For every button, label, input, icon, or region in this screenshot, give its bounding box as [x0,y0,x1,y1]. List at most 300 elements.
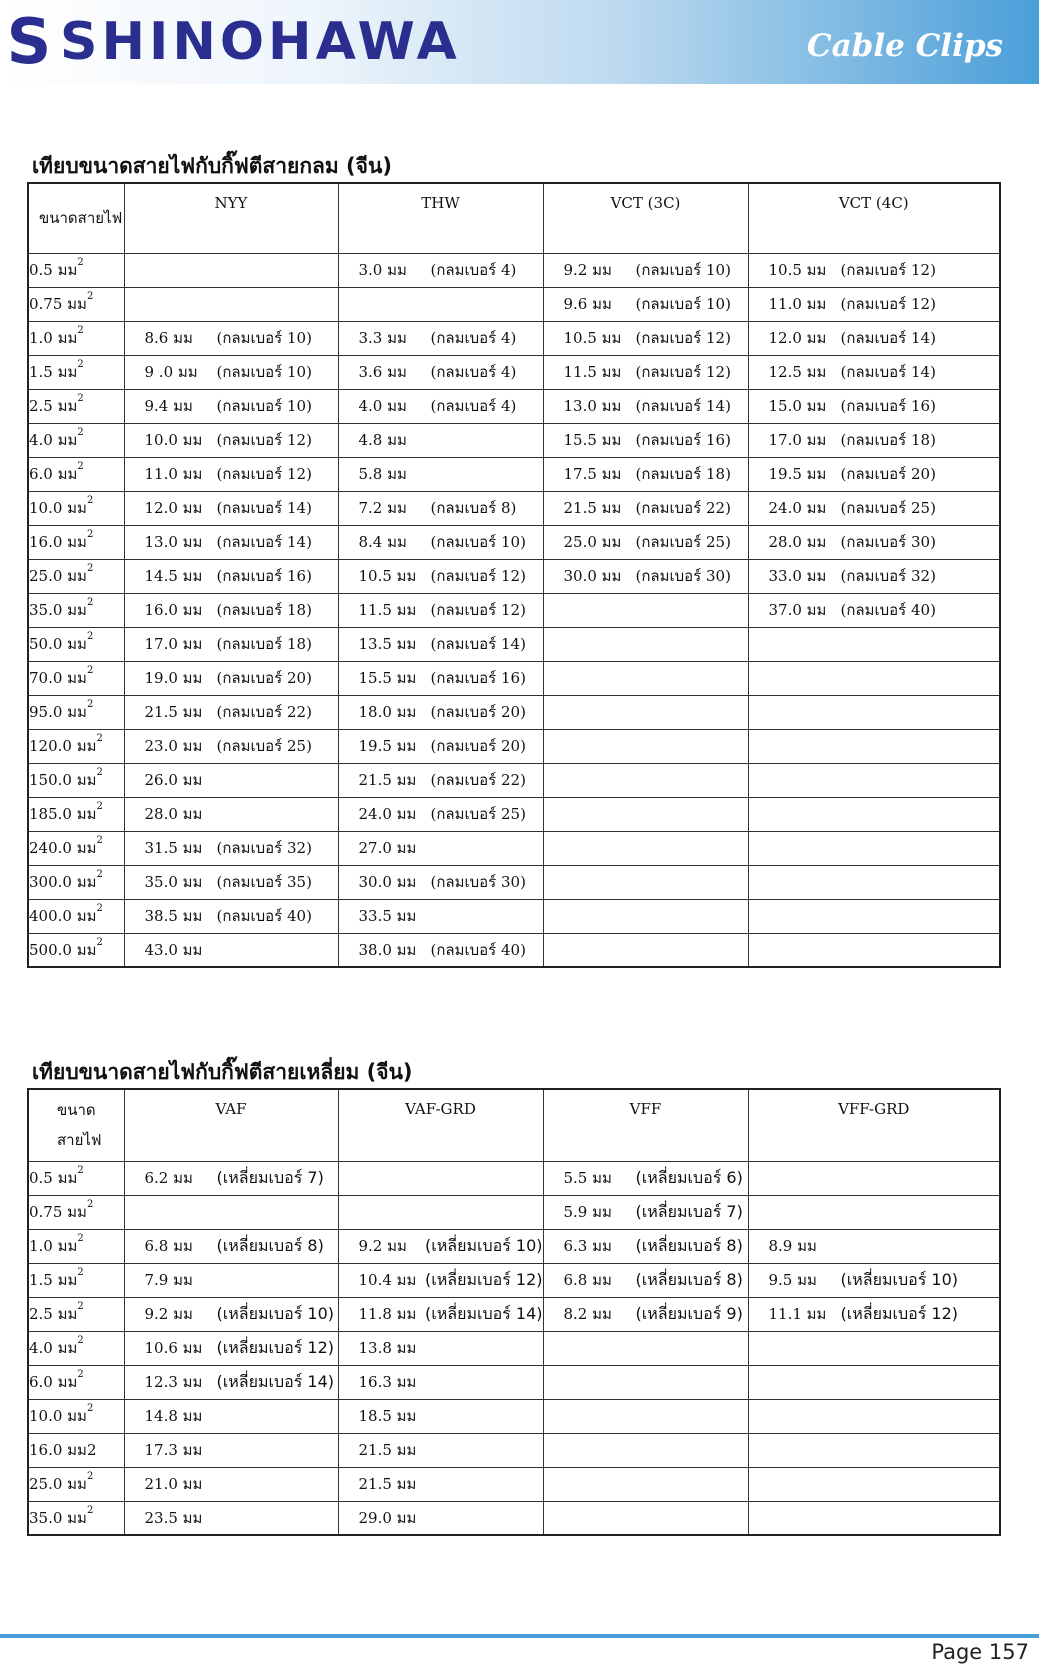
clip-cell [124,423,338,457]
clip-number: (เหลี่ยมเบอร์ 12) [425,1269,543,1289]
unit-superscript: 2 [96,733,103,744]
clip-cell [543,933,748,967]
clip-cell [338,491,543,525]
table-row [28,1467,1000,1501]
diameter-value: 15.5 มม [563,431,622,449]
clip-number [431,428,543,452]
unit-superscript: 2 [77,461,84,472]
diameter-value: 9.4 มม [144,397,193,415]
cable-size-cell [28,933,124,967]
clip-number: (กลมเบอร์ 12) [430,601,526,619]
diameter-value: 38.0 มม [358,940,417,959]
diameter-value: 19.0 มม [144,669,203,687]
table-row [28,355,1000,389]
diameter-value: 7.2 มม [358,499,407,517]
table-row [28,831,1000,865]
unit-superscript: 2 [86,665,94,676]
cable-size-cell [28,797,124,831]
cable-size-label: 0.5 มม [29,261,78,279]
clip-cell [124,1399,338,1433]
diameter-value: 21.5 มม [563,499,622,517]
clip-number: (กลมเบอร์ 10) [216,397,312,415]
clip-cell [748,899,1000,933]
diameter-value: 9.5 มม [768,1270,817,1289]
diameter-value: 25.0 มม [563,533,622,551]
clip-cell [338,695,543,729]
table-row [28,559,1000,593]
cable-size-cell [28,559,124,593]
clip-cell [543,559,748,593]
diameter-value: 11.0 มม [144,465,203,483]
clip-number: (เหลี่ยมเบอร์ 12) [840,1303,958,1323]
diameter-value: 13.0 มม [563,397,622,415]
diameter-value: 5.8 มม [358,465,407,483]
table-row [28,1161,1000,1195]
clip-cell [543,1195,748,1229]
clip-cell [748,593,1000,627]
clip-cell [124,1331,338,1365]
clip-cell [748,797,1000,831]
clip-number: (กลมเบอร์ 16) [430,669,526,687]
clip-number: (กลมเบอร์ 4) [430,397,517,415]
diameter-value: 21.5 มม [358,1441,417,1459]
diameter-value: 14.8 มม [144,1407,203,1425]
clip-cell [338,899,543,933]
cable-size-label: 400.0 มม [29,907,97,925]
diameter-value: 30.0 มม [563,567,622,585]
clip-number: (กลมเบอร์ 18) [216,635,312,653]
brand-logo-text: SHINOHAWA [60,12,461,72]
unit-superscript: 2 [86,563,94,574]
round-clip-table [27,182,1001,968]
clip-cell [124,797,338,831]
table-row [28,797,1000,831]
page-number: Page 157 [931,1640,1029,1664]
clip-cell [338,1263,543,1297]
unit-superscript: 2 [77,1335,84,1346]
diameter-value: 17.0 มม [144,635,203,653]
clip-number [431,1438,543,1462]
cable-size-cell [28,1467,124,1501]
round-section-title: เทียบขนาดสายไฟกับกิ๊ฟตีสายกลม (จีน) [32,154,392,178]
clip-number: (กลมเบอร์ 10) [635,295,731,313]
clip-cell [338,253,543,287]
clip-number [431,904,543,928]
clip-cell [748,1433,1000,1467]
clip-number: (กลมเบอร์ 30) [840,533,936,551]
diameter-value: 10.5 มม [358,567,417,585]
clip-number: (เหลี่ยมเบอร์ 9) [635,1303,743,1323]
clip-number: (เหลี่ยมเบอร์ 6) [635,1167,743,1187]
diameter-value: 6.8 มม [563,1270,612,1289]
diameter-value: 8.9 มม [768,1237,817,1255]
diameter-value: 10.5 มม [563,329,622,347]
cable-size-label: 25.0 มม [29,567,87,585]
clip-cell [543,287,748,321]
clip-number [431,1506,543,1530]
diameter-value: 13.0 มม [144,533,203,551]
diameter-value: 5.9 มม [563,1202,612,1221]
cable-size-cell [28,1365,124,1399]
clip-cell [338,1195,543,1229]
clip-cell [543,491,748,525]
cable-size-label: 16.0 มม2 [29,1441,97,1459]
table-row [28,525,1000,559]
cable-size-label: 4.0 มม [29,1339,78,1357]
flat-section-title: เทียบขนาดสายไฟกับกิ๊ฟตีสายเหลี่ยม (จีน) [32,1060,413,1084]
unit-superscript: 2 [96,835,103,846]
clip-number: (กลมเบอร์ 12) [430,567,526,585]
clip-cell [338,559,543,593]
diameter-value: 19.5 มม [358,737,417,755]
clip-cell [124,831,338,865]
clip-cell [543,355,748,389]
clip-number: (กลมเบอร์ 20) [840,465,936,483]
clip-cell [124,287,338,321]
clip-cell [338,1161,543,1195]
diameter-value: 28.0 มม [768,533,827,551]
cable-size-cell [28,287,124,321]
clip-number: (กลมเบอร์ 40) [430,940,526,959]
clip-cell [748,1365,1000,1399]
clip-number [217,802,338,826]
clip-cell [748,1399,1000,1433]
diameter-value: 9.2 มม [563,261,612,279]
cable-size-cell [28,491,124,525]
clip-cell [338,457,543,491]
clip-number: (เหลี่ยมเบอร์ 8) [635,1269,743,1289]
clip-number: (กลมเบอร์ 30) [430,873,526,891]
clip-cell [543,1399,748,1433]
diameter-value: 6.8 มม [144,1236,193,1255]
diameter-value: 28.0 มม [144,805,203,823]
table-row [28,661,1000,695]
clip-cell [748,389,1000,423]
clip-cell [543,661,748,695]
clip-cell [124,763,338,797]
clip-cell [338,1365,543,1399]
column-header: VFF-GRD [748,1089,1000,1161]
clip-number: (กลมเบอร์ 8) [430,499,517,517]
clip-number: (กลมเบอร์ 12) [216,431,312,449]
column-header: VCT (4C) [748,183,1000,253]
table-row [28,763,1000,797]
clip-cell [543,593,748,627]
diameter-value: 15.5 มม [358,669,417,687]
diameter-value: 11.0 มม [768,295,827,313]
diameter-value: 35.0 มม [144,873,203,891]
cable-size-cell [28,1263,124,1297]
clip-cell [338,865,543,899]
clip-number: (กลมเบอร์ 10) [216,363,312,381]
diameter-value: 21.5 มม [358,771,417,789]
diameter-value: 9.6 มม [563,295,612,313]
unit-superscript: 2 [77,427,84,438]
diameter-value: 8.4 มม [358,533,407,551]
clip-cell [338,321,543,355]
clip-cell [338,593,543,627]
diameter-value: 18.0 มม [358,703,417,721]
table-row [28,321,1000,355]
diameter-value: 3.3 มม [358,329,407,347]
clip-cell [748,729,1000,763]
clip-cell [543,389,748,423]
cable-size-label: 300.0 มม [29,873,97,891]
cable-size-label: 6.0 มม [29,465,78,483]
clip-cell [124,1297,338,1331]
cable-size-cell [28,831,124,865]
clip-number: (กลมเบอร์ 22) [430,771,526,789]
unit-superscript: 2 [77,1165,84,1176]
clip-cell [124,933,338,967]
diameter-value: 3.6 มม [358,363,407,381]
clip-cell [748,423,1000,457]
clip-cell [338,525,543,559]
diameter-value: 12.5 มม [768,363,827,381]
cable-size-label: 120.0 มม [29,737,97,755]
header-title: Cable Clips [806,28,1003,64]
cable-size-label: 150.0 มม [29,771,97,789]
column-header: VAF-GRD [338,1089,543,1161]
unit-superscript: 2 [86,1471,94,1482]
unit-superscript: 2 [77,325,84,336]
clip-cell [543,1467,748,1501]
clip-cell [748,763,1000,797]
clip-cell [543,1365,748,1399]
cable-size-label: 10.0 มม [29,499,87,517]
clip-number: (กลมเบอร์ 22) [635,499,731,517]
clip-number: (กลมเบอร์ 18) [635,465,731,483]
clip-cell [124,1467,338,1501]
column-header-size: ขนาด สายไฟ [28,1089,124,1161]
clip-cell [338,763,543,797]
clip-number: (กลมเบอร์ 35) [216,873,312,891]
clip-cell [124,457,338,491]
clip-number [217,1438,338,1462]
clip-number [431,462,543,486]
diameter-value: 9.2 มม [144,1304,193,1323]
diameter-value: 9.2 มม [358,1236,407,1255]
clip-number [431,836,543,860]
unit-superscript: 2 [86,529,94,540]
clip-number: (กลมเบอร์ 12) [216,465,312,483]
table-row [28,1195,1000,1229]
clip-number: (กลมเบอร์ 25) [430,805,526,823]
clip-cell [748,1501,1000,1535]
diameter-value: 18.5 มม [358,1407,417,1425]
table-header-row [28,1089,1000,1161]
cable-size-label: 185.0 มม [29,805,97,823]
cable-size-cell [28,627,124,661]
clip-cell [124,1433,338,1467]
clip-cell [338,933,543,967]
diameter-value: 6.2 มม [144,1168,193,1187]
cable-size-cell [28,1399,124,1433]
clip-number: (กลมเบอร์ 14) [840,363,936,381]
clip-cell [748,695,1000,729]
flat-clip-table [27,1088,1001,1536]
cable-size-label: 10.0 มม [29,1407,87,1425]
unit-superscript: 2 [86,631,94,642]
clip-number [217,938,338,962]
clip-cell [543,1297,748,1331]
cable-size-label: 1.0 มม [29,329,78,347]
cable-size-cell [28,1229,124,1263]
clip-cell [338,1297,543,1331]
cable-size-label: 25.0 มม [29,1475,87,1493]
clip-cell [124,1365,338,1399]
clip-cell [124,661,338,695]
shinohawa-logo-icon: S [6,5,52,78]
clip-number: (กลมเบอร์ 14) [430,635,526,653]
diameter-value: 11.8 มม [358,1304,417,1323]
unit-superscript: 2 [86,1504,94,1516]
cable-size-label: 0.5 มม [29,1169,78,1187]
diameter-value: 15.0 มม [768,397,827,415]
table-row [28,627,1000,661]
unit-superscript: 2 [77,1301,84,1312]
clip-number: (กลมเบอร์ 4) [430,261,517,279]
diameter-value: 30.0 มม [358,873,417,891]
clip-number: (กลมเบอร์ 16) [635,431,731,449]
clip-cell [338,661,543,695]
diameter-value: 21.0 มม [144,1475,203,1493]
clip-cell [124,253,338,287]
diameter-value: 5.5 มม [563,1168,612,1187]
clip-cell [338,423,543,457]
diameter-value: 26.0 มม [144,771,203,789]
diameter-value: 31.5 มม [144,839,203,857]
clip-number [217,1404,338,1428]
clip-cell [338,1229,543,1263]
clip-number: (กลมเบอร์ 20) [430,737,526,755]
clip-cell [338,1467,543,1501]
cable-size-cell [28,423,124,457]
clip-cell [748,1467,1000,1501]
clip-cell [124,865,338,899]
clip-cell [338,1331,543,1365]
clip-cell [124,1161,338,1195]
cable-size-cell [28,457,124,491]
clip-cell [124,559,338,593]
cable-size-cell [28,1161,124,1195]
clip-cell [124,627,338,661]
clip-number: (กลมเบอร์ 22) [216,703,312,721]
clip-cell [543,627,748,661]
clip-cell [338,1501,543,1535]
unit-superscript: 2 [96,936,103,948]
unit-superscript: 2 [77,359,84,370]
clip-cell [748,1195,1000,1229]
clip-number: (กลมเบอร์ 14) [635,397,731,415]
table-row [28,287,1000,321]
clip-cell [124,389,338,423]
table-header-row [28,183,1000,253]
clip-cell [543,423,748,457]
clip-cell [543,899,748,933]
cable-size-label: 0.75 มม [29,1203,87,1221]
clip-cell [124,593,338,627]
cable-size-label: 1.5 มม [29,363,78,381]
clip-cell [748,1297,1000,1331]
clip-cell [124,1195,338,1229]
cable-size-label: 1.5 มม [29,1271,78,1289]
table-row [28,1229,1000,1263]
cable-size-cell [28,389,124,423]
footer-divider [0,1634,1039,1638]
clip-cell [748,933,1000,967]
table-row [28,457,1000,491]
diameter-value: 13.8 มม [358,1339,417,1357]
clip-cell [748,1263,1000,1297]
clip-cell [124,729,338,763]
clip-number: (เหลี่ยมเบอร์ 10) [425,1235,543,1255]
clip-number: (กลมเบอร์ 18) [216,601,312,619]
cable-size-cell [28,729,124,763]
clip-number: (กลมเบอร์ 14) [840,329,936,347]
page-header [0,0,1039,84]
clip-cell [748,1161,1000,1195]
diameter-value: 27.0 มม [358,839,417,857]
table-row [28,423,1000,457]
clip-number: (เหลี่ยมเบอร์ 7) [635,1201,743,1221]
clip-cell [748,253,1000,287]
clip-cell [543,525,748,559]
clip-cell [543,1501,748,1535]
clip-cell [124,1501,338,1535]
diameter-value: 3.0 มม [358,261,407,279]
clip-number: (กลมเบอร์ 25) [216,737,312,755]
clip-cell [124,355,338,389]
table-row [28,695,1000,729]
clip-cell [543,253,748,287]
cable-size-cell [28,763,124,797]
clip-cell [543,763,748,797]
cable-size-cell [28,355,124,389]
clip-cell [543,695,748,729]
diameter-value: 10.5 มม [768,261,827,279]
cable-size-label: 4.0 มม [29,431,78,449]
clip-cell [748,287,1000,321]
clip-number: (เหลี่ยมเบอร์ 14) [216,1371,334,1391]
clip-number: (กลมเบอร์ 4) [430,363,517,381]
table-row [28,1399,1000,1433]
table-row [28,1365,1000,1399]
unit-superscript: 2 [86,1403,94,1414]
clip-cell [338,831,543,865]
clip-cell [748,661,1000,695]
cable-size-label: 95.0 มม [29,703,87,721]
diameter-value: 24.0 มม [768,499,827,517]
clip-cell [338,287,543,321]
unit-superscript: 2 [77,1369,84,1380]
clip-cell [124,899,338,933]
clip-number [431,1472,543,1496]
unit-superscript: 2 [86,1199,94,1210]
diameter-value: 10.4 มม [358,1270,417,1289]
column-header: VFF [543,1089,748,1161]
clip-cell [338,1399,543,1433]
clip-cell [543,797,748,831]
clip-cell [543,1433,748,1467]
clip-number: (เหลี่ยมเบอร์ 7) [216,1167,324,1187]
table-row [28,491,1000,525]
clip-cell [543,831,748,865]
clip-cell [748,1331,1000,1365]
clip-cell [748,831,1000,865]
clip-number: (เหลี่ยมเบอร์ 8) [216,1235,324,1255]
clip-cell [543,1161,748,1195]
